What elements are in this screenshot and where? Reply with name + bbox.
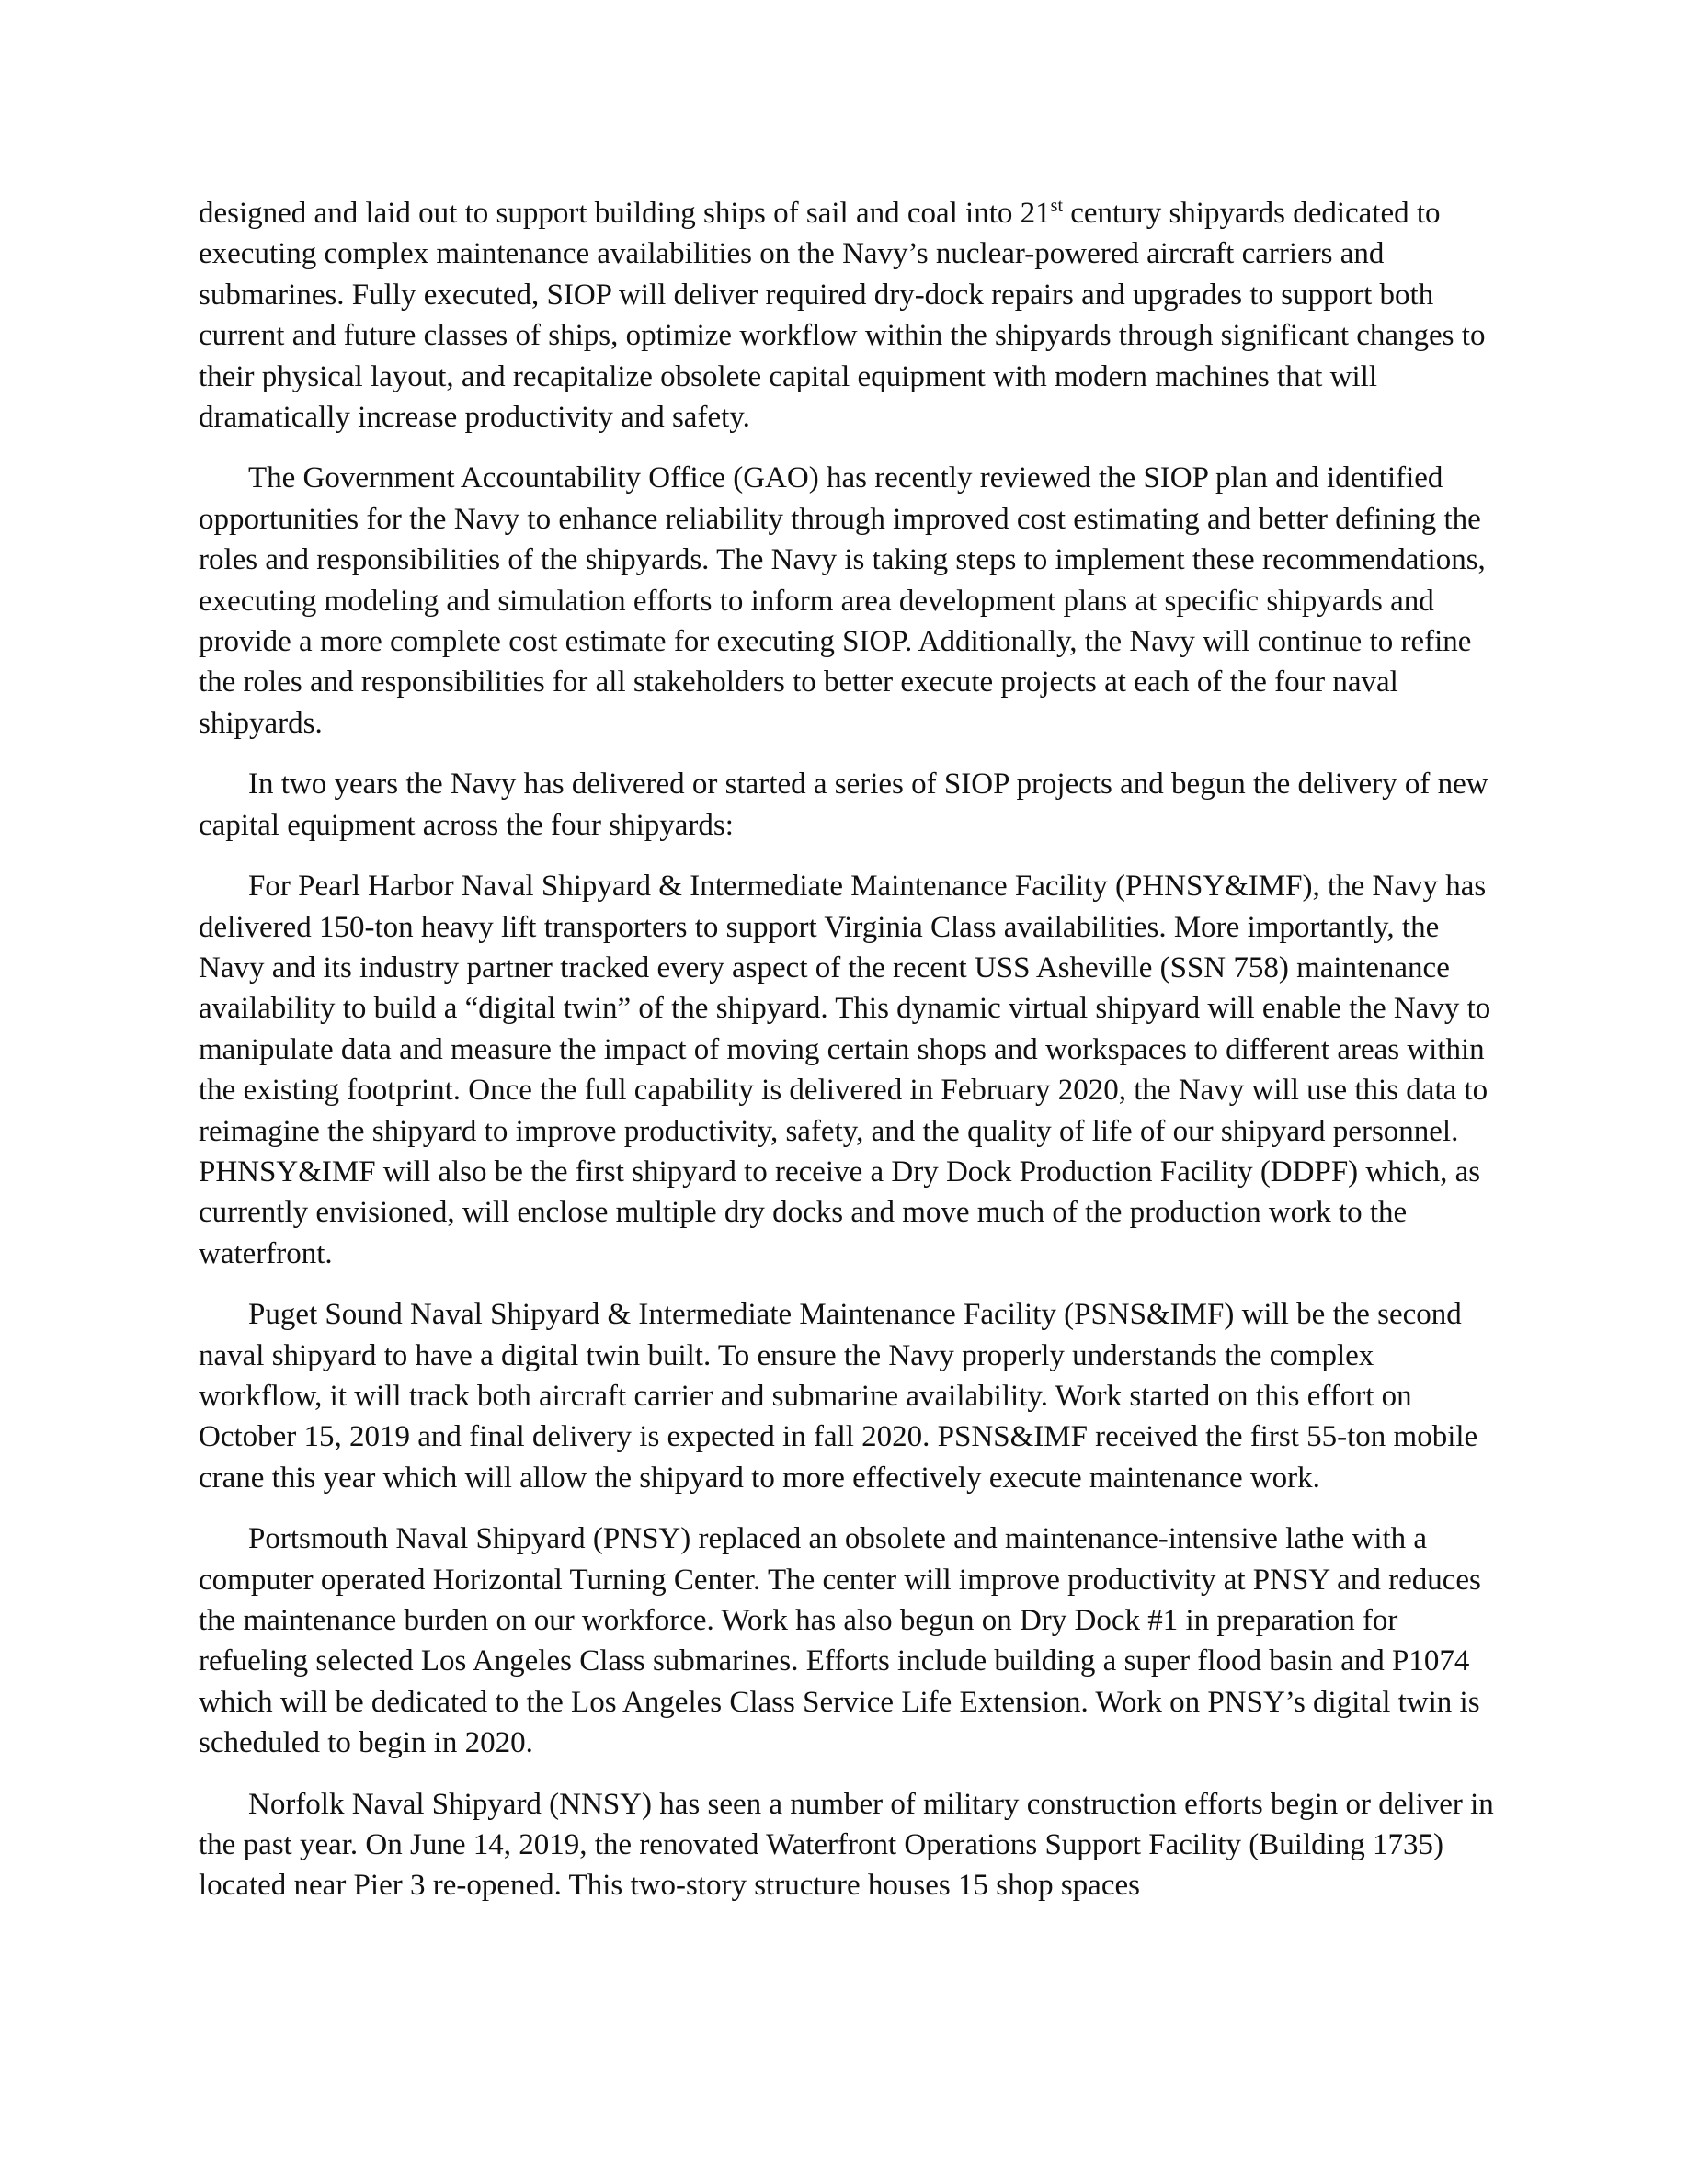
paragraph-siop-projects-intro: In two years the Navy has delivered or started a series of SIOP projects and begun the delivery of new capital equipment across the four shipyards: <box>199 768 1488 842</box>
paragraph-puget-sound: Puget Sound Naval Shipyard & Intermediate Maintenance Facility (PSNS&IMF) will be the second naval shipyard to have a digital twin built. To ensure the Navy properly understands the complex workflow, it will track both aircraft carrier and submarine availability. Work started on this effort on October 15, 2019 and final delivery is expected in fall 2020. PSNS&IMF received the first 55-ton mobile crane this year which will allow the shipyard to more effectively execute maintenance work. <box>199 1298 1478 1495</box>
paragraph-gao-review: The Government Accountability Office (GAO) has recently reviewed the SIOP plan and identified opportunities for the Navy to enhance reliability through improved cost estimating and better defining the roles and responsibilities of the shipyards. The Navy is taking steps to implement these recommendations, executing modeling and simulation efforts to inform area development plans at specific shipyards and provide a more complete cost estimate for executing SIOP. Additionally, the Navy will continue to refine the roles and responsibilities for all stakeholders to better execute projects at each of the four naval shipyards. <box>199 461 1486 740</box>
paragraph-norfolk: Norfolk Naval Shipyard (NNSY) has seen a number of military construction efforts begin or deliver in the past year. On June 14, 2019, the renovated Waterfront Operations Support Facility (Building 1735) located near Pier 3 re-opened. This two-story structure houses 15 shop spaces <box>199 1787 1494 1903</box>
superscript-ordinal: st <box>1050 196 1063 216</box>
paragraph-pearl-harbor: For Pearl Harbor Naval Shipyard & Intermediate Maintenance Facility (PHNSY&IMF), the Navy has delivered 150-ton heavy lift transporters to support Virginia Class availabilities. More importantly, the Navy and its industry partner tracked every aspect of the recent USS Asheville (SSN 758) maintenance availability to build a “digital twin” of the shipyard. This dynamic virtual shipyard will enable the Navy to manipulate data and measure the impact of moving certain shops and workspaces to different areas within the existing footprint. Once the full capability is delivered in February 2020, the Navy will use this data to reimagine the shipyard to improve productivity, safety, and the quality of life of our shipyard personnel. PHNSY&IMF will also be the first shipyard to receive a Dry Dock Production Facility (DDPF) which, as currently envisioned, will enclose multiple dry docks and move much of the production work to the waterfront. <box>199 870 1491 1270</box>
paragraph-portsmouth: Portsmouth Naval Shipyard (PNSY) replaced an obsolete and maintenance-intensive lathe with a computer operated Horizontal Turning Center. The center will improve productivity at PNSY and reduces the maintenance burden on our workforce. Work has also begun on Dry Dock #1 in preparation for refueling selected Los Angeles Class submarines. Efforts include building a super flood basin and P1074 which will be dedicated to the Los Angeles Class Service Life Extension. Work on PNSY’s digital twin is scheduled to begin in 2020. <box>199 1522 1481 1760</box>
document-body <box>199 193 1500 1927</box>
paragraph-text-continued: century shipyards dedicated to executing complex maintenance availabilities on the Navy’s nuclear-powered aircraft carriers and submarines. Fully executed, SIOP will deliver required dry-dock repairs and upgrades to support both current and future classes of ships, optimize workflow within the shipyards through significant changes to their physical layout, and recapitalize obsolete capital equipment with modern machines that will dramatically increase productivity and safety. <box>199 197 1486 435</box>
paragraph-text: designed and laid out to support building ships of sail and coal into 21 <box>199 197 1051 230</box>
paragraph-siop-overview <box>199 193 1500 438</box>
